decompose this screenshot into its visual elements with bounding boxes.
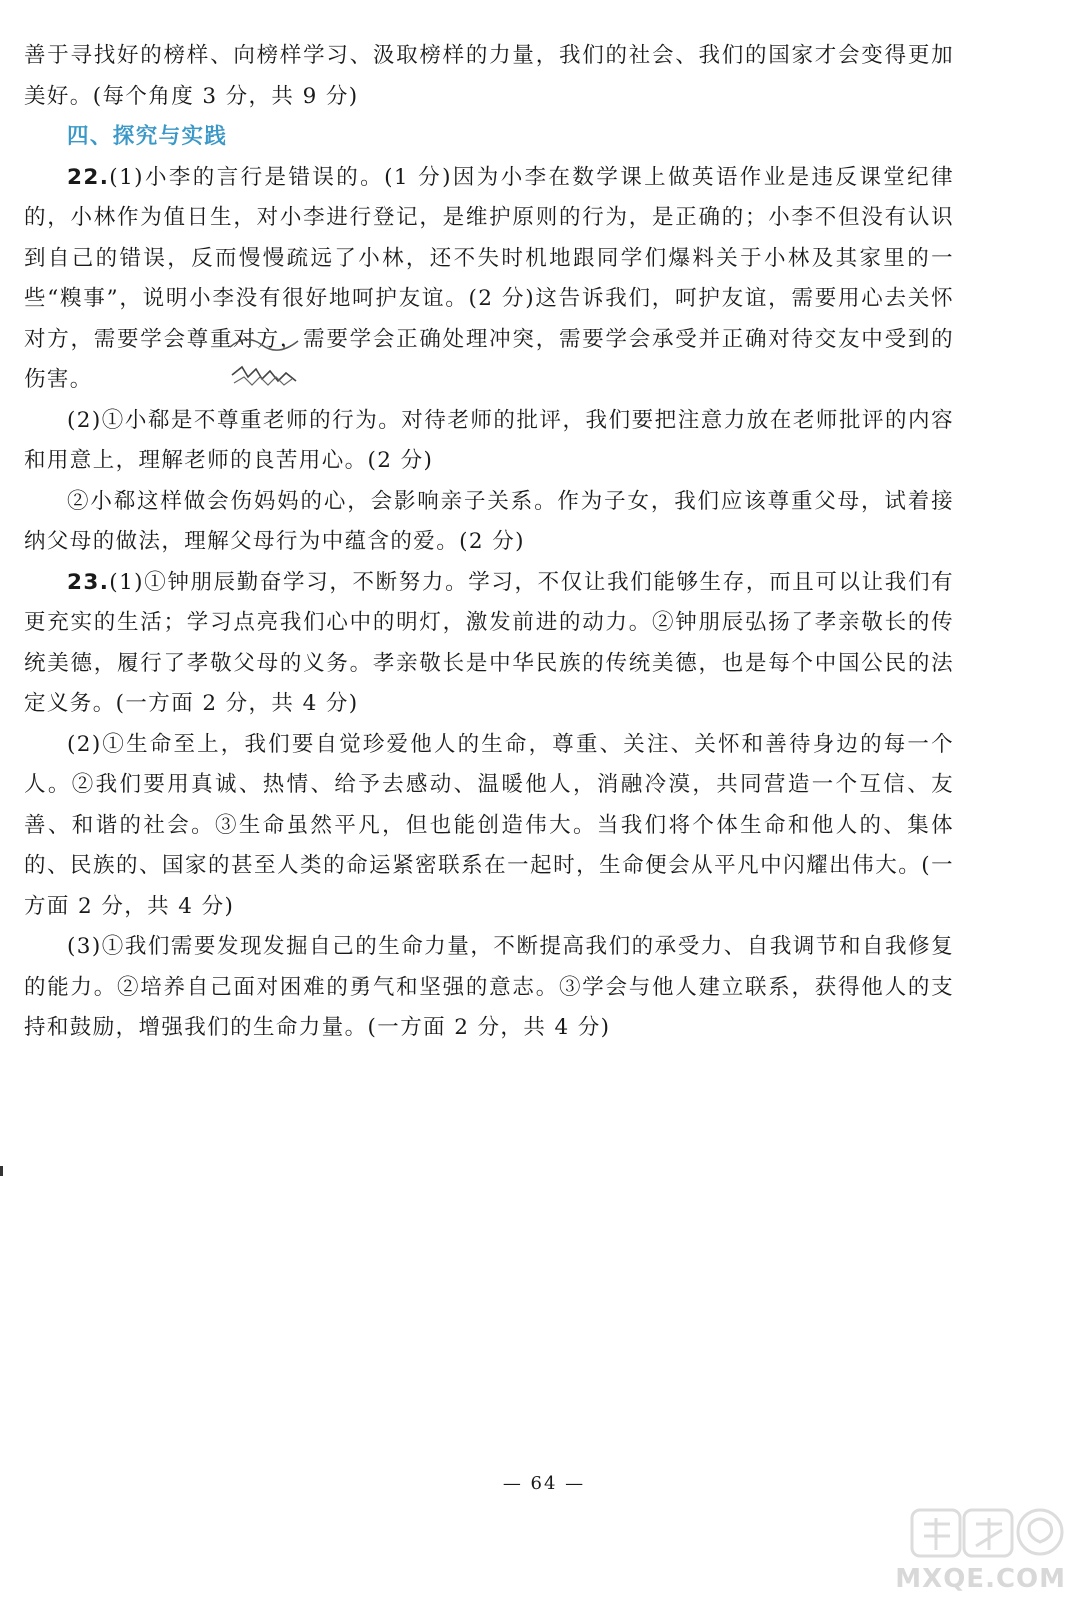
q22-part2-a: (2)①小郗是不尊重老师的行为。对待老师的批评，我们要把注意力放在老师批评的内容和用意上，理解老师的良苦用心。(2 分)	[24, 407, 954, 473]
q22-part2-b: ②小郗这样做会伤妈妈的心，会影响亲子关系。作为子女，我们应该尊重父母，试着接纳父母的做法，理解父母行为中蕴含的爱。(2 分)	[24, 488, 954, 554]
q23-part1-text: (1)①钟朋辰勤奋学习，不断努力。学习，不仅让我们能够生存，而且可以让我们有更充实的生活；学习点亮我们心中的明灯，激发前进的动力。②钟朋辰弘扬了孝亲敬长的传统美德，履行了孝敬父母的义务。孝亲敬长是中华民族的传统美德，也是每个中国公民的法定义务。(一方面 2 分，共 4 分)	[24, 569, 954, 716]
intro-paragraph: 善于寻找好的榜样、向榜样学习、汲取榜样的力量，我们的社会、我们的国家才会变得更加美好。(每个角度 3 分，共 9 分)	[24, 43, 954, 109]
scribble-mark	[228, 327, 300, 391]
q22-number: 22.	[67, 164, 110, 190]
q23-part1	[24, 563, 954, 725]
q23-part2: (2)①生命至上，我们要自觉珍爱他人的生命，尊重、关注、关怀和善待身边的每一个人。②我们要用真诚、热情、给予去感动、温暖他人，消融冷漠，共同营造一个互信、友善、和谐的社会。③生命虽然平凡，但也能创造伟大。当我们将个体生命和他人的、集体的、民族的、国家的甚至人类的命运紧密联系在一起时，生命便会从平凡中闪耀出伟大。(一方面 2 分，共 4 分)	[24, 731, 954, 919]
edge-mark	[0, 1166, 3, 1176]
q23-part3: (3)①我们需要发现发掘自己的生命力量，不断提高我们的承受力、自我调节和自我修复的能力。②培养自己面对困难的勇气和坚强的意志。③学会与他人建立联系，获得他人的支持和鼓励，增强我们的生命力量。(一方面 2 分，共 4 分)	[24, 934, 954, 1040]
answer-page	[24, 36, 954, 1049]
q23-number: 23.	[67, 569, 110, 595]
q22-part1-text: (1)小李的言行是错误的。(1 分)因为小李在数学课上做英语作业是违反课堂纪律的，小林作为值日生，对小李进行登记，是维护原则的行为，是正确的；小李不但没有认识到自己的错误，反而慢慢疏远了小林，还不失时机地跟同学们爆料关于小林及其家里的一些“糗事”，说明小李没有很好地呵护友谊。(2 分)这告诉我们，呵护友谊，需要用心去关怀对方，需要学会尊重对方，需要学会正确处理冲突，需要学会承受并正确对待交友中受到的伤害。	[24, 164, 954, 392]
page-number: — 64 —	[502, 1473, 586, 1494]
q22-part1	[24, 158, 954, 401]
watermark-text: MXQE.COM	[895, 1564, 1066, 1594]
section-heading: 四、探究与实践	[67, 124, 228, 149]
